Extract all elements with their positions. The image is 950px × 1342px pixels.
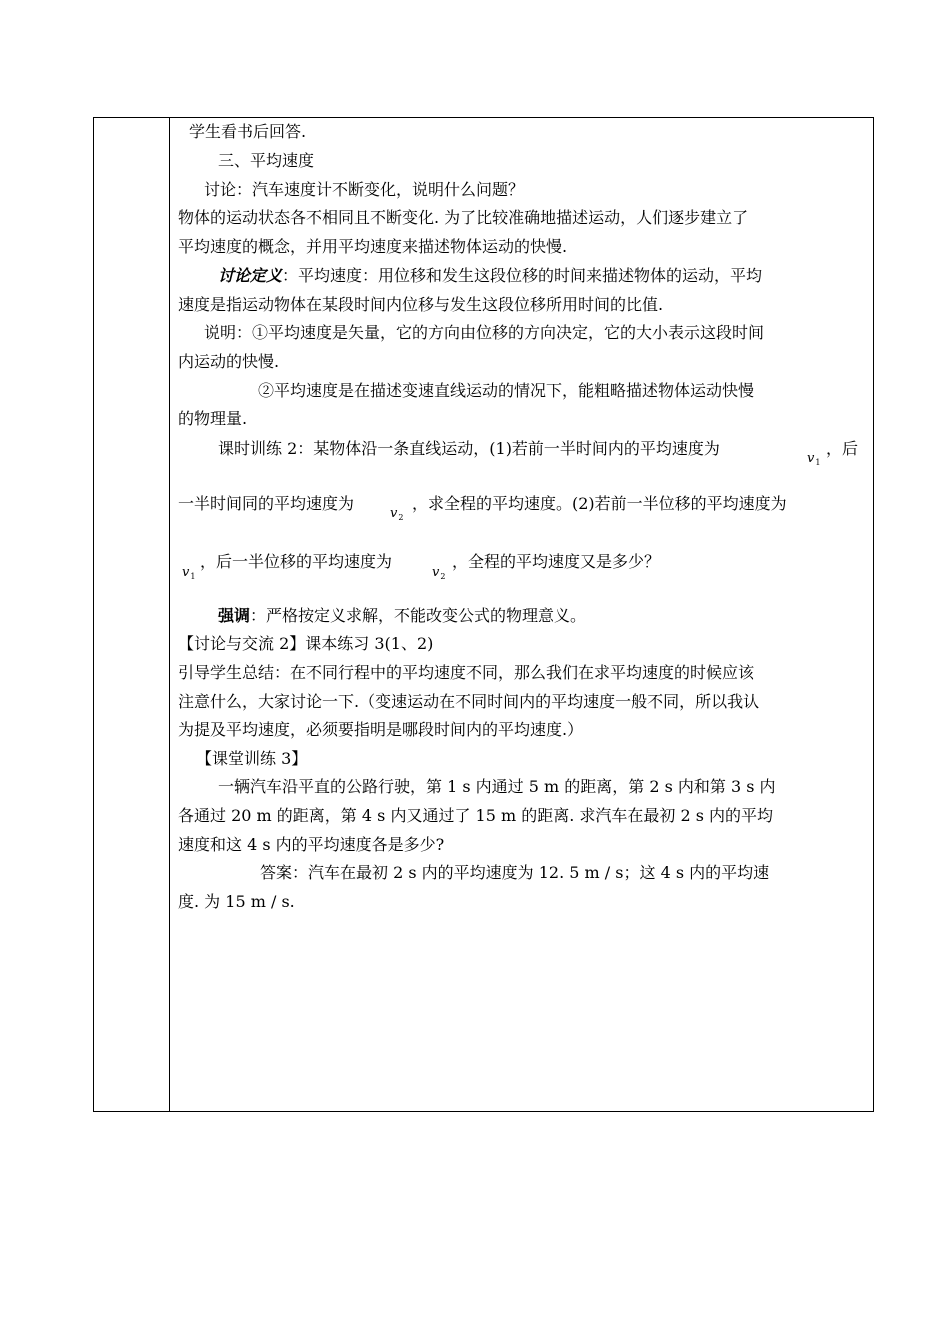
text-fragment: ，后 (826, 439, 859, 458)
discussion-heading: 【讨论与交流 2】课本练习 3(1、2) (178, 634, 434, 653)
definition-label: 讨论定义 (218, 266, 283, 285)
text-line: 为提及平均速度，必须要指明是哪段时间内的平均速度.） (178, 720, 584, 739)
text-line: 内运动的快慢. (178, 352, 280, 371)
answer-line: 答案：汽车在最初 2 s 内的平均速度为 12. 5 m / s；这 4 s 内的平均速 (260, 863, 770, 882)
text-line: 的物理量. (178, 409, 248, 428)
v2-symbol: $v_2$ (432, 565, 446, 581)
exercise-line: ，后一半位移的平均速度为 (200, 552, 393, 571)
problem-line: 速度和这 4 s 内的平均速度各是多少? (178, 835, 445, 854)
answer-line: 度. 为 15 m / s. (178, 892, 295, 911)
text-line: 速度是指运动物体在某段时间内位移与发生这段位移所用时间的比值. (178, 295, 664, 314)
v1-symbol: $v_1$ (807, 451, 821, 467)
problem-line: 一辆汽车沿平直的公路行驶，第 1 s 内通过 5 m 的距离，第 2 s 内和第 3 s 内 (218, 777, 776, 796)
emphasis-text: ：严格按定义求解，不能改变公式的物理意义。 (250, 606, 587, 625)
problem-line: 各通过 20 m 的距离，第 4 s 内又通过了 15 m 的距离. 求汽车在最初 2 s 内的平均 (178, 806, 774, 825)
training-heading: 【课堂训练 3】 (196, 749, 308, 768)
v2-symbol: $v_2$ (390, 506, 404, 522)
v1-symbol: $v_1$ (182, 565, 196, 581)
text-line: ②平均速度是在描述变速直线运动的情况下，能粗略描述物体运动快慢 (258, 381, 755, 400)
text-line: 平均速度的概念，并用平均速度来描述物体运动的快慢. (178, 237, 568, 256)
exercise-line: 课时训练 2：某物体沿一条直线运动，(1)若前一半时间内的平均速度为 (218, 439, 720, 458)
definition-text: ：平均速度：用位移和发生这段位移的时间来描述物体的运动，平均 (282, 266, 763, 285)
text-line: 讨论：汽车速度计不断变化，说明什么问题？ (204, 180, 525, 199)
text-line: 注意什么，大家讨论一下.（变速运动在不同时间内的平均速度一般不同，所以我认 (178, 692, 760, 711)
exercise-line: ，全程的平均速度又是多少？ (452, 552, 661, 571)
section-heading: 三、平均速度 (218, 151, 315, 170)
definition-line (218, 266, 762, 286)
text-line: 引导学生总结：在不同行程中的平均速度不同，那么我们在求平均速度的时候应该 (178, 663, 755, 682)
emphasis-line (218, 606, 586, 626)
column-divider (169, 118, 170, 1111)
emphasis-label: 强调 (218, 606, 251, 625)
text-line: 物体的运动状态各不相同且不断变化. 为了比较准确地描述运动，人们逐步建立了 (178, 208, 749, 227)
exercise-line: 一半时间同的平均速度为 (178, 494, 355, 513)
text-line: 学生看书后回答. (189, 122, 307, 141)
text-line: 说明：①平均速度是矢量，它的方向由位移的方向决定，它的大小表示这段时间 (204, 323, 765, 342)
exercise-line: ，求全程的平均速度。(2)若前一半位移的平均速度为 (412, 494, 787, 513)
